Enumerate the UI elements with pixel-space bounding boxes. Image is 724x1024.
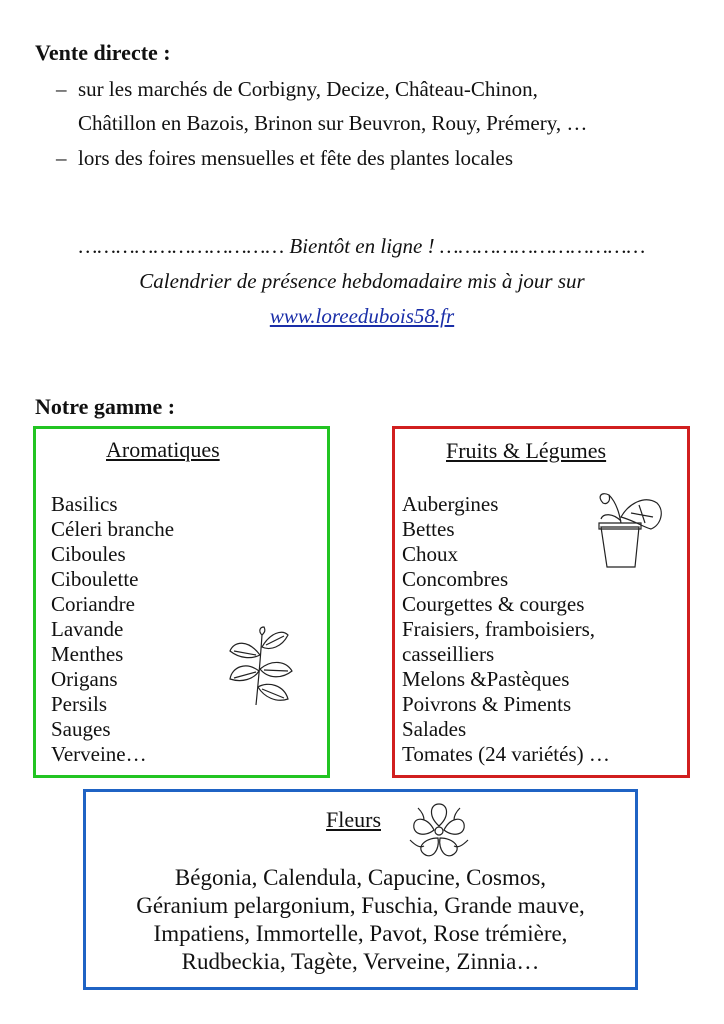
- sale-item-line: sur les marchés de Corbigny, Decize, Château-Chinon,: [78, 77, 538, 101]
- list-item: Bettes: [402, 517, 455, 541]
- website-link[interactable]: www.loreedubois58.fr: [269, 304, 455, 328]
- list-item: Persils: [51, 692, 108, 716]
- fruits-legumes-list: [402, 492, 610, 767]
- mint-leaves-icon: [226, 625, 296, 707]
- list-item: Courgettes & courges: [402, 592, 585, 616]
- sale-item-line: Châtillon en Bazois, Brinon sur Beuvron, Rouy, Prémery, …: [78, 111, 588, 135]
- fleurs-line: Géranium pelargonium, Fuschia, Grande mauve,: [136, 893, 585, 918]
- aromatiques-title: Aromatiques: [106, 437, 220, 462]
- list-item: Choux: [402, 542, 459, 566]
- potted-plant-icon: [595, 487, 669, 569]
- aromatiques-box: [33, 426, 330, 778]
- bullet-dash: –: [56, 77, 67, 101]
- sale-item-fairs: [56, 141, 513, 175]
- sale-heading: Vente directe :: [35, 40, 171, 65]
- fleurs-title: Fleurs: [326, 807, 381, 832]
- bullet-dash: –: [56, 146, 67, 170]
- fruits-legumes-box: [392, 426, 690, 778]
- list-item: Concombres: [402, 567, 509, 591]
- fleurs-line: Bégonia, Calendula, Capucine, Cosmos,: [174, 865, 547, 890]
- sale-item-line: lors des foires mensuelles et fête des plantes locales: [78, 146, 514, 170]
- list-item: Ciboulette: [51, 567, 139, 591]
- fleurs-line: Impatiens, Immortelle, Pavot, Rose trémière,: [153, 921, 568, 946]
- list-item: casseilliers: [402, 642, 495, 666]
- sale-item-markets: [56, 72, 587, 140]
- list-item: Aubergines: [402, 492, 499, 516]
- list-item: Fraisiers, framboisiers,: [402, 617, 596, 641]
- list-item: Sauges: [51, 717, 111, 741]
- list-item: Ciboules: [51, 542, 126, 566]
- list-item: Tomates (24 variétés) …: [402, 742, 610, 766]
- list-item: Poivrons & Piments: [402, 692, 572, 716]
- list-item: Basilics: [51, 492, 118, 516]
- list-item: Lavande: [51, 617, 124, 641]
- list-item: Céleri branche: [51, 517, 175, 541]
- calendar-line: Calendrier de présence hebdomadaire mis à jour sur: [139, 269, 585, 293]
- website-link-row: [0, 299, 724, 333]
- list-item: Salades: [402, 717, 467, 741]
- fruits-legumes-title: Fruits & Légumes: [446, 438, 607, 463]
- list-item: Coriandre: [51, 592, 135, 616]
- fleurs-line: Rudbeckia, Tagète, Verveine, Zinnia…: [181, 949, 540, 974]
- flower-icon: [408, 800, 470, 862]
- fleurs-text: [86, 864, 635, 976]
- fleurs-box: [83, 789, 638, 990]
- list-item: Melons &Pastèques: [402, 667, 570, 691]
- online-soon-line: …………………………… Bientôt en ligne ! ……………………………: [78, 234, 646, 258]
- list-item: Origans: [51, 667, 118, 691]
- range-heading: Notre gamme :: [35, 394, 176, 419]
- list-item: Menthes: [51, 642, 124, 666]
- aromatiques-list: [51, 492, 174, 767]
- list-item: Verveine…: [51, 742, 147, 766]
